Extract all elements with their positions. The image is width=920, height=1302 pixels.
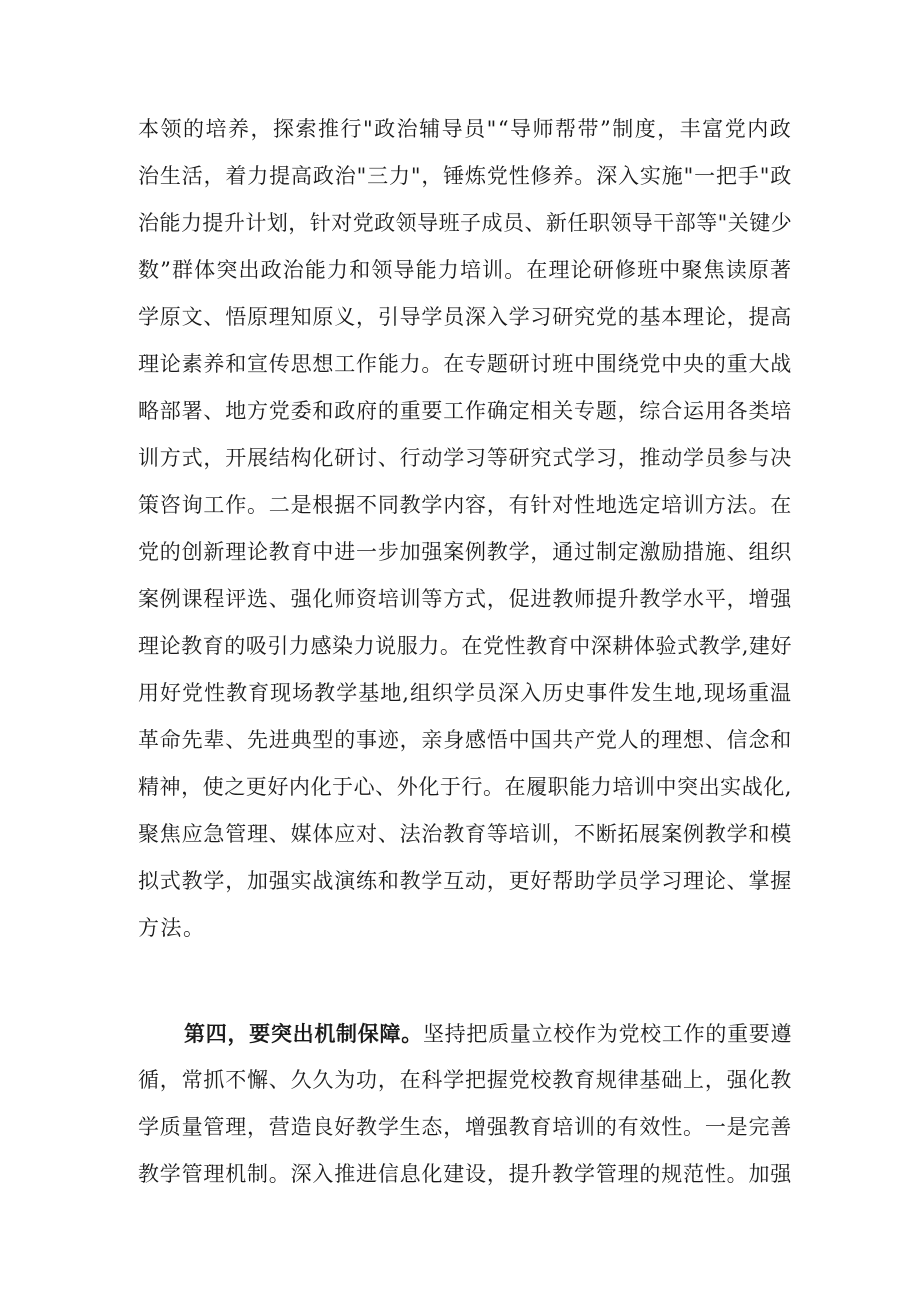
text-line: 治能力提升计划，针对党政领导班子成员、新任职领导干部等"关键少 xyxy=(138,211,792,235)
text-line: 党的创新理论教育中进一步加强案例教学，通过制定激励措施、组织 xyxy=(138,540,792,564)
text-line: 案例课程评选、强化师资培训等方式，促进教师提升教学水平，增强 xyxy=(138,587,792,611)
paragraph-teaching-methods xyxy=(138,106,792,952)
text-line: 精神，使之更好内化于心、外化于行。在履职能力培训中突出实战化, xyxy=(138,775,792,799)
text-line: 略部署、地方党委和政府的重要工作确定相关专题，综合运用各类培 xyxy=(138,399,792,423)
paragraph-first-line xyxy=(138,1010,792,1057)
text-line: 学质量管理，营造良好教学生态，增强教育培训的有效性。一是完善 xyxy=(138,1115,792,1139)
text-line: 策咨询工作。二是根据不同教学内容，有针对性地选定培训方法。在 xyxy=(138,493,792,517)
text-line: 本领的培养，探索推行"政治辅导员"“导师帮带”制度，丰富党内政 xyxy=(138,117,793,141)
paragraph-mechanism-guarantee xyxy=(138,1010,792,1198)
text-line: 教学管理机制。深入推进信息化建设，提升教学管理的规范性。加强 xyxy=(138,1162,792,1186)
text-line: 理论素养和宣传思想工作能力。在专题研讨班中围绕党中央的重大战 xyxy=(138,352,792,376)
text-line: 治生活，着力提高政治"三力"，锤炼党性修养。深入实施"一把手"政 xyxy=(138,164,792,188)
text-line: 聚焦应急管理、媒体应对、法治教育等培训，不断拓展案例教学和模 xyxy=(138,822,792,846)
text-line: 数”群体突出政治能力和领导能力培训。在理论研修班中聚焦读原著 xyxy=(138,258,792,282)
text-line: 方法。 xyxy=(138,916,206,940)
text-line: 用好党性教育现场教学基地,组织学员深入历史事件发生地,现场重温 xyxy=(138,681,792,705)
text-line: 训方式，开展结构化研讨、行动学习等研究式学习，推动学员参与决 xyxy=(138,446,792,470)
paragraph-lead-heading: 第四，要突出机制保障。 xyxy=(184,1021,423,1046)
text-line: 理论教育的吸引力感染力说服力。在党性教育中深耕体验式教学,建好 xyxy=(138,634,792,658)
text-line: 革命先辈、先进典型的事迹，亲身感悟中国共产党人的理想、信念和 xyxy=(138,728,792,752)
text-line: 学原文、悟原理知原义，引导学员深入学习研究党的基本理论，提高 xyxy=(138,305,792,329)
text-line: 拟式教学，加强实战演练和教学互动，更好帮助学员学习理论、掌握 xyxy=(138,869,792,893)
text-line: 循，常抓不懈、久久为功，在科学把握党校教育规律基础上，强化教 xyxy=(138,1068,792,1092)
paragraph-first-line-text: 坚持把质量立校作为党校工作的重要遵 xyxy=(422,1022,793,1046)
